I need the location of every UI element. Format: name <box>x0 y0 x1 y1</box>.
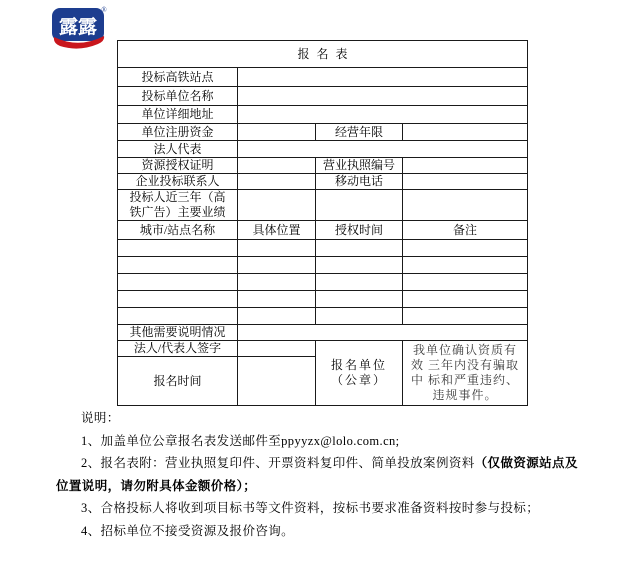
company-name-row <box>118 87 528 106</box>
company-name-value-cell <box>238 87 528 106</box>
detail-empty-cell <box>238 257 316 274</box>
signature-value-cell <box>238 341 316 357</box>
mobile-label: 移动电话 <box>316 174 403 190</box>
other-info-value-cell <box>238 325 528 341</box>
detail-empty-row <box>118 291 528 308</box>
detail-empty-row <box>118 274 528 291</box>
license-no-label: 营业执照编号 <box>316 158 403 174</box>
notes-heading: 说明： <box>81 411 120 425</box>
brand-logo <box>49 4 109 50</box>
contact-label: 企业投标联系人 <box>118 174 238 190</box>
detail-empty-row <box>118 240 528 257</box>
detail-empty-cell <box>316 257 403 274</box>
note-item-2-normal: 2、报名表附：营业执照复印件、开票资料复印件、简单投放案例资料 <box>81 456 475 470</box>
note-item-2-bold: （仅做资源站点及位置说明，请勿附具体金额价格）； <box>56 456 578 493</box>
seal-label-line1: 报名单位 <box>330 358 387 372</box>
detail-empty-cell <box>403 291 528 308</box>
legal-rep-label: 法人代表 <box>118 141 238 158</box>
other-info-label: 其他需要说明情况 <box>118 325 238 341</box>
apply-time-label: 报名时间 <box>118 357 238 406</box>
note-item-3: 3、合格投标人将收到项目标书等文件资料，按标书要求准备资料按时参与投标； <box>81 501 540 515</box>
legal-rep-row <box>118 141 528 158</box>
detail-empty-cell <box>118 308 238 325</box>
performance-label: 投标人近三年（高铁广告）主要业绩 <box>118 190 238 221</box>
signature-label: 法人/代表人签字 <box>118 341 238 357</box>
detail-header-auth-time: 授权时间 <box>316 221 403 240</box>
detail-empty-cell <box>118 257 238 274</box>
note-item-2 <box>56 452 587 497</box>
performance-cell-3 <box>403 190 528 221</box>
note-item-1: 1、加盖单位公章报名表发送邮件至ppyyzx@lolo.com.cn; <box>81 433 400 448</box>
brand-logo-graphic <box>49 4 109 50</box>
detail-empty-cell <box>316 274 403 291</box>
address-row <box>118 106 528 124</box>
auth-cert-value-cell <box>238 158 316 174</box>
signature-row <box>118 341 528 357</box>
station-label: 投标高铁站点 <box>118 68 238 87</box>
seal-label-line2: （公章） <box>330 373 387 387</box>
detail-empty-cell <box>316 240 403 257</box>
auth-cert-row <box>118 158 528 174</box>
detail-empty-cell <box>238 291 316 308</box>
legal-rep-value-cell <box>238 141 528 158</box>
years-label: 经营年限 <box>316 124 403 141</box>
performance-row <box>118 190 528 221</box>
years-value-cell <box>403 124 528 141</box>
detail-header-remark: 备注 <box>403 221 528 240</box>
capital-value-cell <box>238 124 316 141</box>
detail-empty-cell <box>118 274 238 291</box>
note-item-4: 4、招标单位不接受资源及报价咨询。 <box>81 523 295 538</box>
detail-empty-cell <box>403 257 528 274</box>
detail-header-row <box>118 221 528 240</box>
registration-form-table <box>117 40 528 406</box>
auth-cert-label: 资源授权证明 <box>118 158 238 174</box>
seal-cell <box>316 341 403 406</box>
detail-empty-cell <box>316 291 403 308</box>
detail-header-city: 城市/站点名称 <box>118 221 238 240</box>
detail-empty-cell <box>118 240 238 257</box>
logo-brand-text: 露露 <box>58 17 98 38</box>
form-title: 报名表 <box>118 41 528 68</box>
detail-empty-cell <box>403 240 528 257</box>
capital-label: 单位注册资金 <box>118 124 238 141</box>
detail-header-location: 具体位置 <box>238 221 316 240</box>
detail-empty-cell <box>118 291 238 308</box>
detail-empty-cell <box>238 274 316 291</box>
performance-cell-2 <box>316 190 403 221</box>
contact-row <box>118 174 528 190</box>
address-label: 单位详细地址 <box>118 106 238 124</box>
detail-empty-row <box>118 257 528 274</box>
performance-cell-1 <box>238 190 316 221</box>
registered-trademark-icon: ® <box>101 6 107 14</box>
detail-empty-cell <box>403 274 528 291</box>
station-row <box>118 68 528 87</box>
address-value-cell <box>238 106 528 124</box>
detail-empty-row <box>118 308 528 325</box>
declaration-text: 我单位确认资质有效 三年内没有骗取中 标和严重违约、违规事件。 <box>403 341 528 406</box>
detail-empty-cell <box>238 240 316 257</box>
contact-value-cell <box>238 174 316 190</box>
detail-empty-cell <box>238 308 316 325</box>
license-no-value-cell <box>403 158 528 174</box>
detail-empty-cell <box>316 308 403 325</box>
apply-time-value-cell <box>238 357 316 406</box>
company-name-label: 投标单位名称 <box>118 87 238 106</box>
capital-years-row <box>118 124 528 141</box>
notes-section <box>56 407 587 542</box>
detail-empty-cell <box>403 308 528 325</box>
other-info-row <box>118 325 528 341</box>
station-value-cell <box>238 68 528 87</box>
mobile-value-cell <box>403 174 528 190</box>
title-row <box>118 41 528 68</box>
